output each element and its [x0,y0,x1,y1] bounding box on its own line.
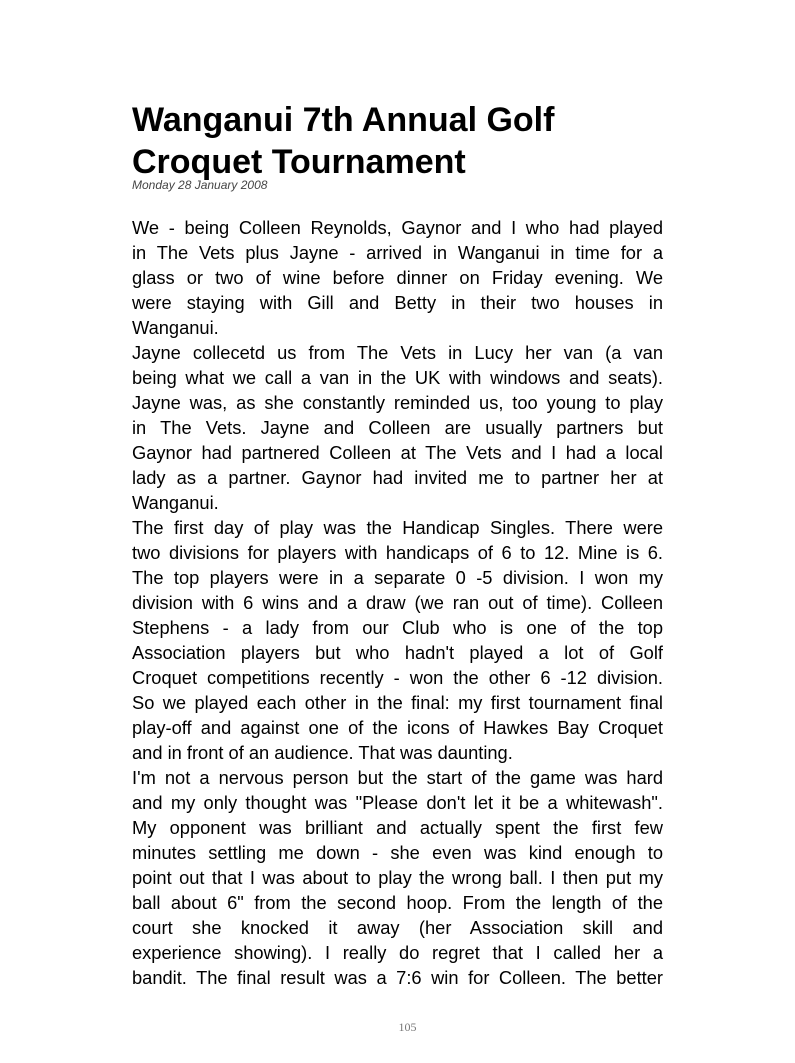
text-line: glass or two of wine before dinner on Friday evening. We [132,267,663,288]
title-line: Croquet Tournament [132,143,466,181]
text-line: being what we call a van in the UK with windows and seats). [132,367,663,388]
text-line: I'm not a nervous person but the start of the game was hard [132,767,663,788]
text-line: play-off and against one of the icons of Hawkes Bay Croquet [132,717,663,738]
text-line: Association players but who hadn't played a lot of Golf [132,642,663,663]
title-line: Wanganui 7th Annual Golf [132,101,555,139]
text-line: Gaynor had partnered Colleen at The Vets and I had a local [132,442,663,463]
text-line: were staying with Gill and Betty in their two houses in [132,292,663,313]
text-line: point out that I was about to play the wrong ball. I then put my [132,867,663,888]
text-line: two divisions for players with handicaps of 6 to 12. Mine is 6. [132,542,663,563]
text-line: Jayne was, as she constantly reminded us, too young to play [132,392,663,413]
text-line: Croquet competitions recently - won the other 6 -12 division. [132,667,663,688]
text-line: in The Vets. Jayne and Colleen are usually partners but [132,417,663,438]
text-line: ball about 6" from the second hoop. From the length of the [132,892,663,913]
text-line: The first day of play was the Handicap Singles. There were [132,517,663,538]
text-line: and in front of an audience. That was daunting. [132,742,513,763]
article-date: Monday 28 January 2008 [132,178,268,192]
text-line: Jayne collecetd us from The Vets in Lucy her van (a van [132,342,663,363]
text-line: court she knocked it away (her Association skill and [132,917,663,938]
paragraph [132,765,663,990]
paragraph [132,515,663,765]
text-line: minutes settling me down - she even was kind enough to [132,842,663,863]
text-line: My opponent was brilliant and actually spent the first few [132,817,663,838]
text-line: lady as a partner. Gaynor had invited me to partner her at [132,467,663,488]
page-number: 105 [398,1020,417,1034]
paragraph [132,340,663,515]
text-line: division with 6 wins and a draw (we ran out of time). Colleen [132,592,663,613]
text-line: in The Vets plus Jayne - arrived in Wanganui in time for a [132,242,663,263]
text-line: experience showing). I really do regret that I called her a [132,942,663,963]
text-line: The top players were in a separate 0 -5 division. I won my [132,567,663,588]
text-line: bandit. The final result was a 7:6 win for Colleen. The better [132,967,663,988]
text-line: We - being Colleen Reynolds, Gaynor and I who had played [132,217,663,238]
text-line: Stephens - a lady from our Club who is one of the top [132,617,663,638]
article-body [132,215,663,990]
text-line: and my only thought was "Please don't let it be a whitewash". [132,792,663,813]
text-line: So we played each other in the final: my first tournament final [132,692,663,713]
text-line: Wanganui. [132,317,219,338]
text-line: Wanganui. [132,492,219,513]
article-title [132,99,672,183]
paragraph [132,215,663,340]
